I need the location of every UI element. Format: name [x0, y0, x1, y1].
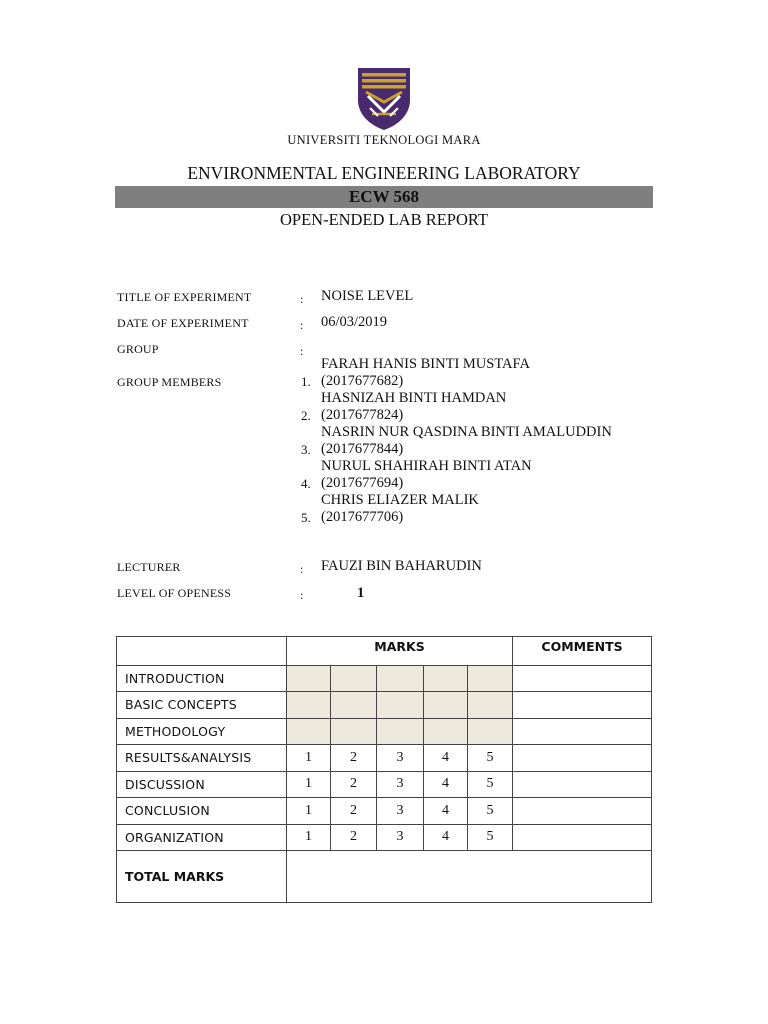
marks-header: MARKS — [287, 637, 513, 666]
total-marks-cell — [287, 851, 652, 903]
score-cell — [377, 718, 424, 745]
member-id: (2017677824) — [321, 407, 404, 423]
score-cell — [331, 692, 377, 719]
colon: : — [300, 318, 304, 332]
score-cell: 2 — [331, 771, 377, 798]
score-cell — [468, 692, 513, 719]
score-cell — [377, 665, 424, 692]
total-row — [117, 851, 652, 903]
score-cell: 1 — [287, 745, 331, 772]
criterion-label: INTRODUCTION — [117, 665, 287, 692]
group-label: GROUP — [117, 342, 159, 356]
table-row — [117, 824, 652, 851]
score-cell: 1 — [287, 771, 331, 798]
member-number: 5. — [301, 510, 311, 525]
table-row — [117, 745, 652, 772]
score-cell — [424, 718, 468, 745]
criterion-label: ORGANIZATION — [117, 824, 287, 851]
member-id: (2017677694) — [321, 475, 404, 491]
table-row — [117, 798, 652, 825]
score-cell: 2 — [331, 798, 377, 825]
table-row — [117, 771, 652, 798]
member-id: (2017677682) — [321, 373, 404, 389]
score-cell: 3 — [377, 771, 424, 798]
level-of-openess-value: 1 — [357, 585, 365, 601]
member-id: (2017677844) — [321, 441, 404, 457]
score-cell: 1 — [287, 824, 331, 851]
table-header-row — [117, 637, 652, 666]
table-row — [117, 692, 652, 719]
report-subtitle: OPEN-ENDED LAB REPORT — [279, 210, 488, 229]
score-cell — [424, 665, 468, 692]
member-name: NASRIN NUR QASDINA BINTI AMALUDDIN — [321, 424, 612, 440]
score-cell: 4 — [424, 771, 468, 798]
comment-cell — [513, 745, 652, 772]
title-of-experiment-value: NOISE LEVEL — [321, 288, 414, 304]
score-cell: 3 — [377, 798, 424, 825]
comment-cell — [513, 665, 652, 692]
member-name: NURUL SHAHIRAH BINTI ATAN — [321, 458, 532, 474]
score-cell — [287, 692, 331, 719]
score-cell: 2 — [331, 824, 377, 851]
score-cell — [424, 692, 468, 719]
group-members-label: GROUP MEMBERS — [117, 375, 222, 389]
score-cell: 4 — [424, 745, 468, 772]
score-cell — [468, 718, 513, 745]
table-row — [117, 665, 652, 692]
score-cell: 5 — [468, 745, 513, 772]
comment-cell — [513, 824, 652, 851]
comment-cell — [513, 692, 652, 719]
score-cell — [287, 665, 331, 692]
colon: : — [300, 344, 304, 358]
member-name: FARAH HANIS BINTI MUSTAFA — [321, 356, 530, 372]
score-cell — [377, 692, 424, 719]
score-cell: 5 — [468, 798, 513, 825]
lecturer-value: FAUZI BIN BAHARUDIN — [321, 558, 482, 574]
title-of-experiment-label: TITLE OF EXPERIMENT — [117, 290, 252, 304]
table-header-blank — [117, 637, 287, 666]
score-cell: 1 — [287, 798, 331, 825]
report-main-title: ENVIRONMENTAL ENGINEERING LABORATORY — [187, 163, 581, 183]
level-of-openess-label: LEVEL OF OPENESS — [117, 586, 232, 600]
colon: : — [300, 562, 304, 576]
score-cell — [331, 718, 377, 745]
score-cell — [468, 665, 513, 692]
score-cell: 4 — [424, 824, 468, 851]
university-name: UNIVERSITI TEKNOLOGI MARA — [287, 133, 481, 147]
lecturer-label: LECTURER — [117, 560, 181, 574]
member-number: 2. — [301, 408, 311, 423]
criterion-label: CONCLUSION — [117, 798, 287, 825]
course-code: ECW 568 — [348, 187, 420, 206]
colon: : — [300, 292, 304, 306]
comments-header: COMMENTS — [513, 637, 652, 666]
score-cell — [331, 665, 377, 692]
member-id: (2017677706) — [321, 509, 404, 525]
member-number: 3. — [301, 442, 311, 457]
member-number: 1. — [301, 374, 311, 389]
score-cell: 3 — [377, 824, 424, 851]
member-name: CHRIS ELIAZER MALIK — [321, 492, 479, 508]
total-marks-label: TOTAL MARKS — [117, 851, 287, 903]
marks-table — [116, 636, 652, 903]
score-cell: 4 — [424, 798, 468, 825]
comment-cell — [513, 771, 652, 798]
date-of-experiment-value: 06/03/2019 — [321, 314, 388, 330]
score-cell: 2 — [331, 745, 377, 772]
score-cell: 5 — [468, 771, 513, 798]
criterion-label: DISCUSSION — [117, 771, 287, 798]
uitm-logo — [356, 66, 412, 132]
comment-cell — [513, 798, 652, 825]
score-cell: 5 — [468, 824, 513, 851]
table-row — [117, 718, 652, 745]
colon: : — [300, 588, 304, 602]
criterion-label: RESULTS&ANALYSIS — [117, 745, 287, 772]
comment-cell — [513, 718, 652, 745]
criterion-label: BASIC CONCEPTS — [117, 692, 287, 719]
member-name: HASNIZAH BINTI HAMDAN — [321, 390, 507, 406]
score-cell: 3 — [377, 745, 424, 772]
score-cell — [287, 718, 331, 745]
date-of-experiment-label: DATE OF EXPERIMENT — [117, 316, 249, 330]
criterion-label: METHODOLOGY — [117, 718, 287, 745]
member-number: 4. — [301, 476, 311, 491]
